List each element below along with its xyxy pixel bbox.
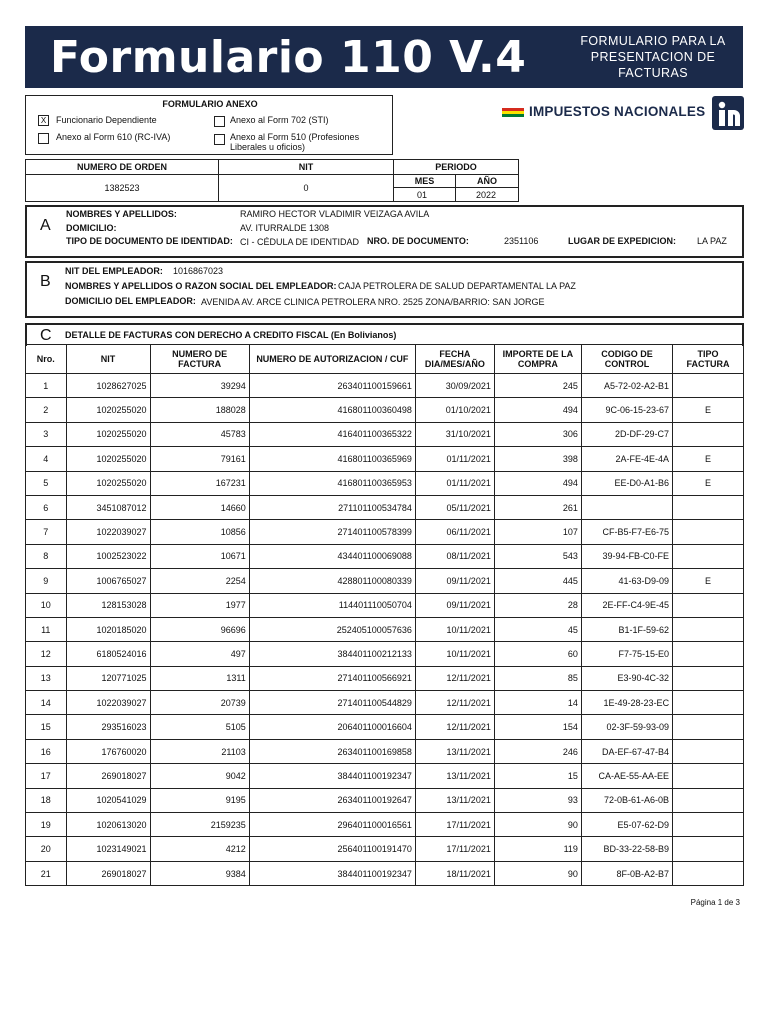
section-a-letter: A	[40, 217, 51, 234]
row-fecha: 13/11/2021	[415, 764, 494, 788]
row-numero-factura: 2254	[150, 569, 249, 593]
row-nit: 269018027	[66, 861, 150, 885]
nit-empleador-label: NIT DEL EMPLEADOR:	[65, 266, 163, 276]
form-subtitle-line-2: PRESENTACION DE	[590, 50, 716, 64]
row-tipo-factura: E	[673, 569, 744, 593]
row-fecha: 06/11/2021	[415, 520, 494, 544]
logo-mark-icon	[712, 96, 744, 130]
row-importe: 107	[494, 520, 581, 544]
logo-text: IMPUESTOS NACIONALES	[529, 104, 706, 119]
row-fecha: 13/11/2021	[415, 739, 494, 763]
row-autorizacion: 416401100365322	[249, 422, 415, 446]
row-numero-factura: 10856	[150, 520, 249, 544]
row-autorizacion: 271401100566921	[249, 666, 415, 690]
row-nit: 120771025	[66, 666, 150, 690]
row-codigo-control: 02-3F-59-93-09	[581, 715, 672, 739]
form-header	[25, 26, 743, 88]
row-fecha: 10/11/2021	[415, 617, 494, 641]
razon-social-label: NOMBRES Y APELLIDOS O RAZON SOCIAL DEL EMPLEADOR:	[65, 281, 337, 291]
row-nit: 1020255020	[66, 422, 150, 446]
table-row	[26, 788, 744, 812]
row-importe: 306	[494, 422, 581, 446]
row-autorizacion: 384401100192347	[249, 861, 415, 885]
row-nit: 128153028	[66, 593, 150, 617]
row-fecha: 18/11/2021	[415, 861, 494, 885]
row-autorizacion: 263401100169858	[249, 739, 415, 763]
form-title: Formulario 110 V.4	[50, 32, 527, 83]
ano-header: AÑO	[456, 175, 518, 188]
row-autorizacion: 263401100192647	[249, 788, 415, 812]
row-codigo-control: 8F-0B-A2-B7	[581, 861, 672, 885]
row-nro: 10	[26, 593, 67, 617]
row-codigo-control: 39-94-FB-C0-FE	[581, 544, 672, 568]
row-nro: 14	[26, 691, 67, 715]
row-numero-factura: 497	[150, 642, 249, 666]
row-tipo-factura	[673, 544, 744, 568]
row-numero-factura: 9195	[150, 788, 249, 812]
row-numero-factura: 167231	[150, 471, 249, 495]
row-autorizacion: 434401100069088	[249, 544, 415, 568]
table-row	[26, 861, 744, 885]
row-importe: 445	[494, 569, 581, 593]
row-tipo-factura	[673, 715, 744, 739]
row-numero-factura: 9384	[150, 861, 249, 885]
row-tipo-factura	[673, 642, 744, 666]
row-fecha: 30/09/2021	[415, 374, 494, 398]
row-fecha: 01/11/2021	[415, 447, 494, 471]
row-nit: 1020255020	[66, 398, 150, 422]
table-row	[26, 813, 744, 837]
row-tipo-factura	[673, 666, 744, 690]
row-nro: 6	[26, 495, 67, 519]
row-fecha: 31/10/2021	[415, 422, 494, 446]
row-nro: 18	[26, 788, 67, 812]
row-numero-factura: 45783	[150, 422, 249, 446]
row-nit: 1006765027	[66, 569, 150, 593]
table-row	[26, 471, 744, 495]
row-nro: 15	[26, 715, 67, 739]
col-header-fecha: FECHA DIA/MES/AÑO	[415, 345, 494, 374]
tipo-documento-value: CI - CÉDULA DE IDENTIDAD	[240, 237, 360, 247]
row-nro: 21	[26, 861, 67, 885]
row-importe: 28	[494, 593, 581, 617]
anexo-title: FORMULARIO ANEXO	[162, 99, 258, 109]
row-nit: 1022039027	[66, 691, 150, 715]
row-autorizacion: 416801100365953	[249, 471, 415, 495]
row-nit: 1028627025	[66, 374, 150, 398]
table-row	[26, 691, 744, 715]
domicilio-value: AV. ITURRALDE 1308	[240, 223, 330, 233]
row-codigo-control: B1-1F-59-62	[581, 617, 672, 641]
row-fecha: 12/11/2021	[415, 666, 494, 690]
table-row	[26, 569, 744, 593]
row-tipo-factura	[673, 593, 744, 617]
section-b-box	[25, 261, 744, 318]
row-codigo-control: E5-07-62-D9	[581, 813, 672, 837]
row-nit: 3451087012	[66, 495, 150, 519]
nombres-label: NOMBRES Y APELLIDOS:	[66, 209, 177, 219]
row-fecha: 01/10/2021	[415, 398, 494, 422]
periodo-header: PERIODO	[394, 160, 518, 175]
table-row	[26, 715, 744, 739]
table-header-row	[26, 345, 744, 374]
row-nit: 1020185020	[66, 617, 150, 641]
form-702-checkbox[interactable]	[214, 116, 225, 127]
row-autorizacion: 416801100365969	[249, 447, 415, 471]
row-fecha: 12/11/2021	[415, 715, 494, 739]
row-fecha: 10/11/2021	[415, 642, 494, 666]
row-tipo-factura	[673, 374, 744, 398]
row-tipo-factura	[673, 422, 744, 446]
col-header-nit: NIT	[66, 345, 150, 374]
table-row	[26, 764, 744, 788]
row-autorizacion: 271101100534784	[249, 495, 415, 519]
row-fecha: 13/11/2021	[415, 788, 494, 812]
impuestos-nacionales-logo	[500, 96, 744, 130]
row-codigo-control	[581, 495, 672, 519]
table-row	[26, 374, 744, 398]
section-b-letter: B	[40, 273, 51, 290]
section-c-letter: C	[40, 327, 52, 344]
row-autorizacion: 263401100159661	[249, 374, 415, 398]
row-importe: 494	[494, 398, 581, 422]
row-nro: 19	[26, 813, 67, 837]
table-row	[26, 617, 744, 641]
row-autorizacion: 114401110050704	[249, 593, 415, 617]
row-codigo-control: 72-0B-61-A6-0B	[581, 788, 672, 812]
row-numero-factura: 21103	[150, 739, 249, 763]
row-codigo-control: F7-75-15-E0	[581, 642, 672, 666]
nro-documento-label: NRO. DE DOCUMENTO:	[367, 236, 469, 246]
row-codigo-control: CF-B5-F7-E6-75	[581, 520, 672, 544]
row-nit: 6180524016	[66, 642, 150, 666]
row-autorizacion: 271401100544829	[249, 691, 415, 715]
row-tipo-factura	[673, 617, 744, 641]
row-nro: 12	[26, 642, 67, 666]
col-header-importe: IMPORTE DE LA COMPRA	[494, 345, 581, 374]
bolivia-flag-icon	[502, 108, 524, 117]
row-tipo-factura	[673, 739, 744, 763]
row-tipo-factura	[673, 837, 744, 861]
row-importe: 85	[494, 666, 581, 690]
col-header-nro: Nro.	[26, 345, 67, 374]
row-fecha: 09/11/2021	[415, 593, 494, 617]
row-nro: 1	[26, 374, 67, 398]
row-tipo-factura: E	[673, 398, 744, 422]
row-nro: 17	[26, 764, 67, 788]
row-codigo-control: 9C-06-15-23-67	[581, 398, 672, 422]
row-tipo-factura	[673, 495, 744, 519]
row-numero-factura: 39294	[150, 374, 249, 398]
row-autorizacion: 252405100057636	[249, 617, 415, 641]
form-510-label-line-1: Anexo al Form 510 (Profesiones	[230, 132, 360, 142]
row-fecha: 01/11/2021	[415, 471, 494, 495]
nit-empleador-value: 1016867023	[173, 266, 224, 276]
row-autorizacion: 206401100016604	[249, 715, 415, 739]
row-nit: 269018027	[66, 764, 150, 788]
tipo-documento-label: TIPO DE DOCUMENTO DE IDENTIDAD:	[66, 236, 233, 246]
row-fecha: 17/11/2021	[415, 837, 494, 861]
row-codigo-control: A5-72-02-A2-B1	[581, 374, 672, 398]
form-subtitle-line-1: FORMULARIO PARA LA	[580, 34, 726, 48]
row-codigo-control: E3-90-4C-32	[581, 666, 672, 690]
form-610-label: Anexo al Form 610 (RC-IVA)	[56, 132, 171, 142]
domicilio-empleador-label: DOMICILIO DEL EMPLEADOR:	[65, 296, 196, 306]
col-header-tipo-factura: TIPO FACTURA	[673, 345, 744, 374]
row-codigo-control: 1E-49-28-23-EC	[581, 691, 672, 715]
table-row	[26, 544, 744, 568]
form-subtitle-line-3: FACTURAS	[618, 66, 688, 80]
row-tipo-factura: E	[673, 471, 744, 495]
row-codigo-control: 41-63-D9-09	[581, 569, 672, 593]
row-fecha: 17/11/2021	[415, 813, 494, 837]
lugar-expedicion-value: LA PAZ	[697, 236, 727, 246]
row-numero-factura: 1977	[150, 593, 249, 617]
form-610-checkbox[interactable]	[38, 133, 49, 144]
row-fecha: 08/11/2021	[415, 544, 494, 568]
ano-value: 2022	[476, 189, 497, 200]
row-importe: 245	[494, 374, 581, 398]
row-nit: 1022039027	[66, 520, 150, 544]
table-row	[26, 642, 744, 666]
formulario-anexo-box	[25, 95, 393, 155]
row-codigo-control: CA-AE-55-AA-EE	[581, 764, 672, 788]
row-numero-factura: 1311	[150, 666, 249, 690]
row-nit: 1020541029	[66, 788, 150, 812]
row-autorizacion: 256401100191470	[249, 837, 415, 861]
table-row	[26, 447, 744, 471]
row-numero-factura: 10671	[150, 544, 249, 568]
nit-header: NIT	[219, 160, 394, 175]
row-importe: 119	[494, 837, 581, 861]
row-nit: 1002523022	[66, 544, 150, 568]
row-nro: 13	[26, 666, 67, 690]
row-codigo-control: BD-33-22-58-B9	[581, 837, 672, 861]
row-nro: 20	[26, 837, 67, 861]
row-nro: 4	[26, 447, 67, 471]
row-autorizacion: 271401100578399	[249, 520, 415, 544]
row-importe: 93	[494, 788, 581, 812]
row-importe: 154	[494, 715, 581, 739]
table-row	[26, 593, 744, 617]
row-nro: 2	[26, 398, 67, 422]
row-tipo-factura	[673, 813, 744, 837]
col-header-numero-factura: NUMERO DE FACTURA	[150, 345, 249, 374]
row-importe: 246	[494, 739, 581, 763]
row-numero-factura: 9042	[150, 764, 249, 788]
row-tipo-factura: E	[673, 447, 744, 471]
form-subtitle	[573, 33, 733, 81]
row-autorizacion: 296401100016561	[249, 813, 415, 837]
row-tipo-factura	[673, 691, 744, 715]
row-importe: 494	[494, 471, 581, 495]
row-fecha: 05/11/2021	[415, 495, 494, 519]
row-importe: 90	[494, 813, 581, 837]
form-702-label: Anexo al Form 702 (STI)	[230, 115, 329, 125]
form-510-checkbox[interactable]	[214, 134, 225, 145]
mes-value: 01	[394, 188, 456, 201]
row-numero-factura: 2159235	[150, 813, 249, 837]
row-importe: 90	[494, 861, 581, 885]
row-fecha: 09/11/2021	[415, 569, 494, 593]
table-row	[26, 666, 744, 690]
row-autorizacion: 428801100080339	[249, 569, 415, 593]
funcionario-dependiente-label: Funcionario Dependiente	[56, 115, 157, 125]
row-tipo-factura	[673, 520, 744, 544]
row-importe: 543	[494, 544, 581, 568]
table-row	[26, 520, 744, 544]
row-numero-factura: 188028	[150, 398, 249, 422]
row-codigo-control: 2A-FE-4E-4A	[581, 447, 672, 471]
page-number: Página 1 de 3	[690, 898, 740, 907]
row-fecha: 12/11/2021	[415, 691, 494, 715]
row-nit: 176760020	[66, 739, 150, 763]
table-row	[26, 739, 744, 763]
row-tipo-factura	[673, 861, 744, 885]
form-510-label	[230, 132, 359, 152]
row-numero-factura: 5105	[150, 715, 249, 739]
numero-orden-value: 1382523	[26, 175, 219, 201]
row-importe: 398	[494, 447, 581, 471]
row-importe: 15	[494, 764, 581, 788]
row-numero-factura: 96696	[150, 617, 249, 641]
lugar-expedicion-label: LUGAR DE EXPEDICION:	[568, 236, 677, 246]
row-codigo-control: 2D-DF-29-C7	[581, 422, 672, 446]
section-a-box	[25, 205, 744, 258]
table-row	[26, 837, 744, 861]
row-autorizacion: 384401100212133	[249, 642, 415, 666]
row-nro: 7	[26, 520, 67, 544]
row-nit: 1020613020	[66, 813, 150, 837]
row-nro: 11	[26, 617, 67, 641]
row-nro: 3	[26, 422, 67, 446]
nro-documento-value: 2351106	[504, 236, 539, 246]
row-numero-factura: 79161	[150, 447, 249, 471]
mes-header: MES	[394, 175, 456, 188]
row-nro: 8	[26, 544, 67, 568]
row-numero-factura: 14660	[150, 495, 249, 519]
row-importe: 45	[494, 617, 581, 641]
row-importe: 60	[494, 642, 581, 666]
facturas-table-body	[26, 374, 744, 886]
numero-orden-header: NUMERO DE ORDEN	[26, 160, 219, 175]
row-nro: 16	[26, 739, 67, 763]
row-nro: 9	[26, 569, 67, 593]
form-510-label-line-2: Liberales u oficios)	[230, 142, 306, 152]
row-numero-factura: 20739	[150, 691, 249, 715]
row-tipo-factura	[673, 788, 744, 812]
row-autorizacion: 384401100192347	[249, 764, 415, 788]
col-header-codigo-control: CODIGO DE CONTROL	[581, 345, 672, 374]
section-c-title: DETALLE DE FACTURAS CON DERECHO A CREDITO FISCAL (En Bolivianos)	[65, 330, 397, 340]
table-row	[26, 495, 744, 519]
row-nit: 1023149021	[66, 837, 150, 861]
facturas-table	[25, 344, 744, 886]
row-autorizacion: 416801100360498	[249, 398, 415, 422]
row-nit: 1020255020	[66, 471, 150, 495]
row-nit: 293516023	[66, 715, 150, 739]
row-codigo-control: 2E-FF-C4-9E-45	[581, 593, 672, 617]
nit-value: 0	[219, 175, 394, 201]
row-codigo-control: DA-EF-67-47-B4	[581, 739, 672, 763]
row-nro: 5	[26, 471, 67, 495]
orden-grid	[25, 159, 519, 202]
domicilio-empleador-value: AVENIDA AV. ARCE CLINICA PETROLERA NRO. 2525 ZONA/BARRIO: SAN JORGE	[201, 297, 545, 307]
razon-social-value: CAJA PETROLERA DE SALUD DEPARTAMENTAL LA PAZ	[338, 281, 576, 291]
row-tipo-factura	[673, 764, 744, 788]
row-codigo-control: EE-D0-A1-B6	[581, 471, 672, 495]
funcionario-dependiente-checkbox[interactable]: X	[38, 115, 49, 126]
domicilio-label: DOMICILIO:	[66, 223, 117, 233]
nombres-value: RAMIRO HECTOR VLADIMIR VEIZAGA AVILA	[240, 209, 430, 219]
row-nit: 1020255020	[66, 447, 150, 471]
row-numero-factura: 4212	[150, 837, 249, 861]
table-row	[26, 422, 744, 446]
row-importe: 14	[494, 691, 581, 715]
table-row	[26, 398, 744, 422]
section-c-box	[25, 323, 744, 346]
row-importe: 261	[494, 495, 581, 519]
col-header-autorizacion: NUMERO DE AUTORIZACION / CUF	[249, 345, 415, 374]
